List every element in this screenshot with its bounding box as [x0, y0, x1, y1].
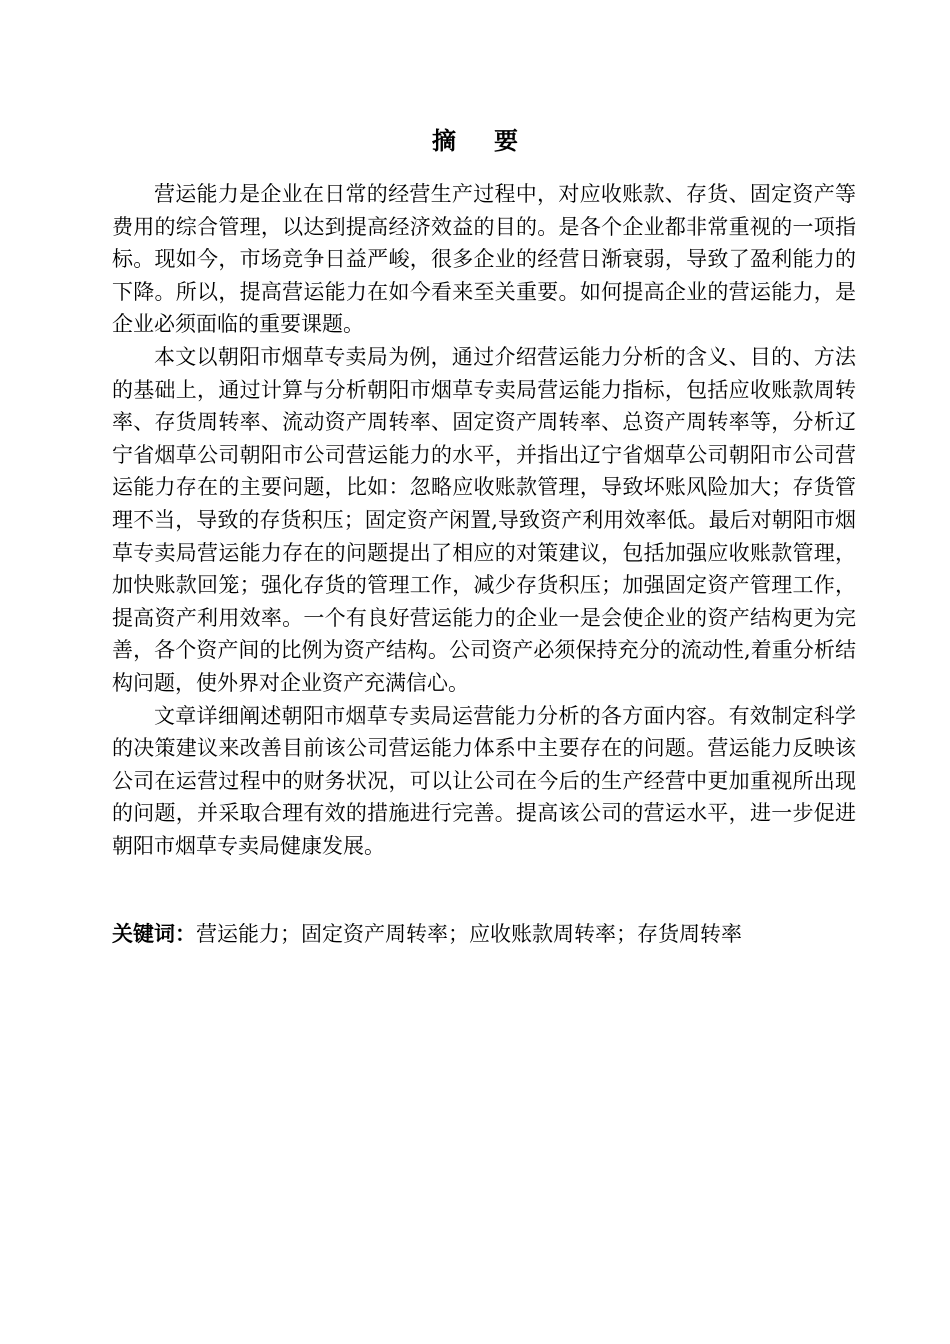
keywords-line	[112, 918, 856, 950]
abstract-paragraph-3: 文章详细阐述朝阳市烟草专卖局运营能力分析的各方面内容。有效制定科学的决策建议来改善目前该公司营运能力体系中主要存在的问题。营运能力反映该公司在运营过程中的财务状况，可以让公司在今后的生产经营中更加重视所出现的问题，并采取合理有效的措施进行完善。提高该公司的营运水平，进一步促进朝阳市烟草专卖局健康发展。	[112, 703, 856, 858]
keywords-label: 关键词：	[112, 922, 196, 946]
abstract-paragraph-1: 营运能力是企业在日常的经营生产过程中，对应收账款、存货、固定资产等费用的综合管理，以达到提高经济效益的目的。是各个企业都非常重视的一项指标。现如今，市场竞争日益严峻，很多企业的经营日渐衰弱，导致了盈利能力的下降。所以，提高营运能力在如今看来至关重要。如何提高企业的营运能力，是企业必须面临的重要课题。	[112, 182, 856, 337]
page-title-part1: 摘	[432, 127, 456, 155]
page-title	[0, 124, 950, 158]
abstract-body	[112, 178, 856, 862]
keywords-text: 营运能力；固定资产周转率；应收账款周转率；存货周转率	[196, 922, 742, 946]
page-title-part2: 要	[494, 127, 518, 155]
abstract-paragraph-2: 本文以朝阳市烟草专卖局为例，通过介绍营运能力分析的含义、目的、方法的基础上，通过计算与分析朝阳市烟草专卖局营运能力指标，包括应收账款周转率、存货周转率、流动资产周转率、固定资产周转率、总资产周转率等，分析辽宁省烟草公司朝阳市公司营运能力的水平，并指出辽宁省烟草公司朝阳市公司营运能力存在的主要问题，比如：忽略应收账款管理，导致坏账风险加大；存货管理不当，导致的存货积压；固定资产闲置,导致资产利用效率低。最后对朝阳市烟草专卖局营运能力存在的问题提出了相应的对策建议，包括加强应收账款管理，加快账款回笼；强化存货的管理工作，减少存货积压；加强固定资产管理工作，提高资产利用效率。一个有良好营运能力的企业一是会使企业的资产结构更为完善，各个资产间的比例为资产结构。公司资产必须保持充分的流动性,着重分析结构问题，使外界对企业资产充满信心。	[112, 344, 856, 695]
